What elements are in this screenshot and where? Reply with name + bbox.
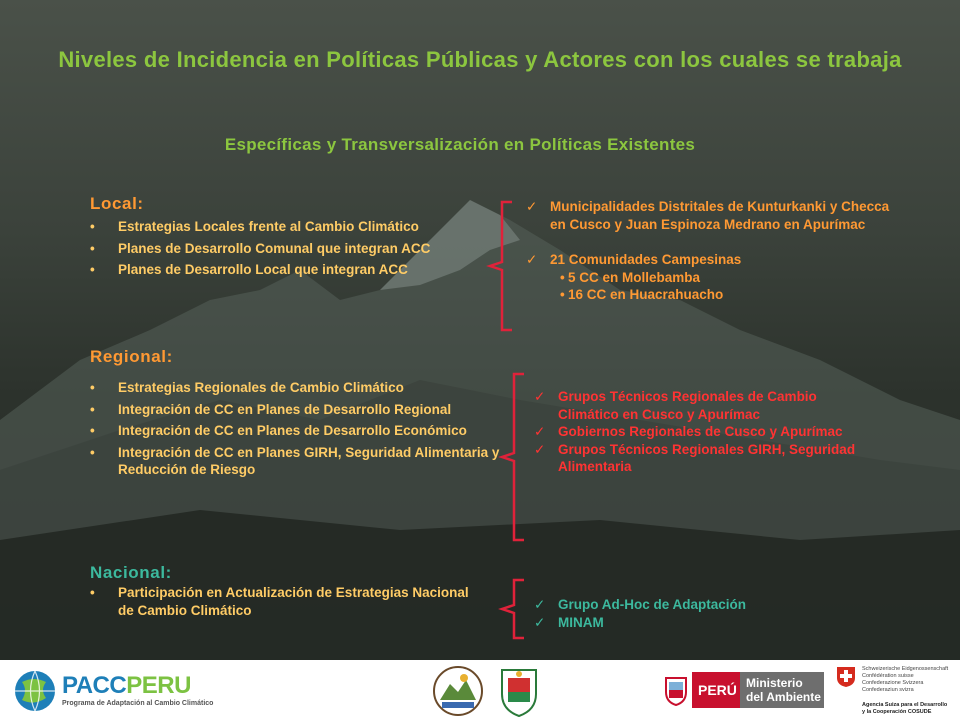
- slide-subtitle: Específicas y Transversalización en Políticas Existentes: [224, 135, 696, 154]
- peru-label-box: [692, 672, 740, 708]
- list-item: • Planes de Desarrollo Local que integran ACC: [90, 262, 408, 277]
- peru-coat-of-arms-icon: [664, 674, 688, 706]
- swiss-flag-icon: [836, 666, 856, 688]
- list-item: ✓ Grupos Técnicos Regionales de Cambio Climático en Cusco y Apurímac: [534, 389, 817, 422]
- list-item: ✓ Gobiernos Regionales de Cusco y Apurímac: [534, 424, 843, 439]
- pacc-tagline: Programa de Adaptación al Cambio Climático: [62, 700, 214, 707]
- list-item: • Participación en Actualización de Estrategias Nacional de Cambio Climático: [90, 585, 469, 618]
- slide-title: Niveles de Incidencia en Políticas Públicas y Actores con los cuales se trabaja: [58, 47, 902, 72]
- list-item: ✓ 21 Comunidades Campesinas: [526, 252, 742, 267]
- cosude-text: Agencia Suiza para el Desarrollo y la Cooperación COSUDE: [862, 702, 948, 715]
- list-item: • Integración de CC en Planes de Desarrollo Regional: [90, 401, 452, 417]
- list-item: ✓ Municipalidades Distritales de Kunturkanki y Checca en Cusco y Juan Espinoza Medrano en Apurímac: [526, 199, 890, 232]
- nacional-brace: [498, 578, 528, 640]
- nacional-policy-list: [90, 584, 470, 623]
- footer-logo-bar: [0, 660, 960, 720]
- swiss-confederation-text: Schweizerische Eidgenossenschaft Confédération suisse Confederazione Svizzera Confederaziun svizra: [862, 666, 949, 693]
- nacional-heading: Nacional:: [90, 563, 172, 582]
- list-item: • 16 CC en Huacrahuacho: [560, 287, 724, 302]
- list-item: • Estrategias Locales frente al Cambio Climático: [90, 219, 419, 234]
- cusco-regional-seal-icon: [430, 664, 486, 718]
- globe-logo-icon: [12, 668, 58, 714]
- regional-heading: Regional:: [90, 347, 173, 366]
- nacional-actor-list: [528, 596, 878, 631]
- list-item: • Estrategias Regionales de Cambio Climático: [90, 380, 404, 395]
- list-item: • Integración de CC en Planes GIRH, Seguridad Alimentaria y Reducción de Riesgo: [90, 444, 500, 477]
- pacc-peru-wordmark: PACCPERU: [62, 672, 191, 699]
- regional-actor-list: [528, 388, 878, 476]
- ministerio-line1: Ministerio: [746, 676, 803, 690]
- local-actor-list: [520, 198, 900, 304]
- list-item: ✓ MINAM: [534, 614, 604, 630]
- list-item: • Planes de Desarrollo Comunal que integran ACC: [90, 240, 431, 256]
- ministerio-line2: del Ambiente: [746, 690, 821, 704]
- regional-policy-list: [90, 379, 500, 483]
- local-heading: Local:: [90, 194, 144, 213]
- regional-brace: [498, 372, 528, 542]
- ministerio-box: [740, 672, 824, 708]
- apurimac-regional-seal-icon: [496, 664, 542, 718]
- list-item: • Integración de CC en Planes de Desarrollo Económico: [90, 423, 467, 438]
- list-item: ✓ Grupos Técnicos Regionales GIRH, Seguridad Alimentaria: [534, 441, 856, 474]
- local-policy-list: [90, 218, 470, 283]
- peru-label: PERÚ: [698, 682, 737, 698]
- list-item: • 5 CC en Mollebamba: [560, 269, 701, 285]
- list-item: ✓ Grupo Ad-Hoc de Adaptación: [534, 597, 746, 612]
- local-brace: [486, 200, 516, 332]
